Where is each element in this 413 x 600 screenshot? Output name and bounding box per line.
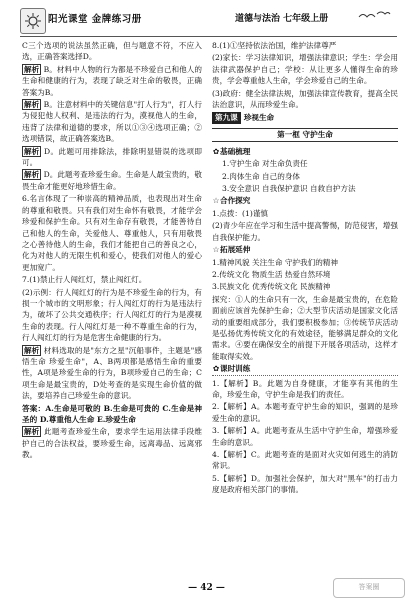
text-block: 3.民族文化 优秀传统文化 民族精神: [212, 282, 331, 292]
chapter-number: 第九课: [212, 112, 241, 123]
answer-text: D。此题可用排除法，排除明显错误的选项即可。: [22, 146, 202, 168]
answer-item: [22, 64, 202, 98]
answer-item: [22, 146, 202, 169]
analysis-tag: 解析: [24, 146, 40, 156]
left-column: [22, 40, 202, 462]
page-number-value: 42: [200, 583, 213, 593]
birds-icon: [357, 9, 391, 25]
text-block: 6.名言体现了一种崇高的精神品质，也表现出对生命的尊重和敬畏。只有我们对生命怀有敬畏，才能学会珍爱和保护生命。只有对生命存有敬畏，才能善待自己和他人的生命，关爱他人、尊重他人，只有用敬畏之心善待他人的生命，我们才能把自己的善良之心，化为对他人的无限生机和爱心，使我们对他人的爱心更加宽广。: [22, 194, 202, 272]
star-icon: ☆: [212, 196, 220, 206]
star-icon: ✿: [212, 364, 220, 374]
subject-title: 道德与法治 七年级上册: [235, 14, 329, 24]
text-block: 7.(1)禁止行人闯红灯，禁止闯红灯。: [22, 275, 147, 285]
section-heading: [212, 146, 398, 157]
text-block: (3)政府：健全法律法规，加强法律宣传教育，提高全民法治意识，从而珍爱生命。: [212, 88, 398, 110]
analysis-tag: 解析: [24, 170, 40, 180]
section-title: 基础梳理: [220, 146, 251, 156]
page-number: — 42 —: [188, 583, 225, 593]
page-header: [20, 6, 397, 37]
section-title: 课时训练: [220, 364, 251, 374]
answer-item: [22, 99, 202, 145]
answer-item: [22, 426, 202, 460]
sun-icon: [24, 12, 42, 30]
star-icon: ☆: [212, 245, 220, 255]
section-heading: [212, 244, 398, 255]
chapter-heading: [212, 112, 398, 123]
answer-text: D。此题考查珍爱生命。生命是人最宝贵的，敬畏生命才能更好地珍惜生命。: [22, 170, 202, 191]
section-heading: [212, 363, 398, 375]
text-block: 3.安全意识 自我保护意识 自救自护方法: [222, 184, 356, 194]
analysis-tag: 解析: [24, 64, 40, 74]
answer-summary: 答案：A.生命是可敬的 B.生命是可贵的 C.生命是神圣的 D.尊重他人生命 E.珍爱生命: [22, 403, 202, 424]
answer-item: [22, 169, 202, 192]
text-block: 8.(1)①坚持依法治国，维护法律尊严: [212, 41, 337, 50]
section-title: 合作探究: [220, 196, 251, 206]
text-block: C三个选项的说法虽然正确，但与题意不符，不应入选，正确答案选择D。: [22, 41, 202, 62]
answer-item: [22, 345, 202, 402]
text-block: 1.守护生命 对生命负责任: [222, 159, 308, 169]
answer-text: 此题考查珍爱生命，要求学生运用法律手段维护自己的合法权益，要珍爱生命，远离毒品、远离邪教。: [22, 427, 202, 460]
text-block: 5.【解析】D。加强社会保护，加大对"黑车"的打击力度是政府相关部门的事情。: [212, 473, 398, 495]
brand-title: 阳光课堂 金牌练习册: [48, 14, 142, 25]
text-block: 2.【解析】A。本题考查守护生命的知识，强调的是珍爱生命的意识。: [212, 402, 398, 423]
text-block: (2)青少年应在学习和生活中提高警惕，防范侵害，增强自我保护能力。: [212, 221, 398, 242]
analysis-tag: 解析: [24, 345, 40, 355]
text-block: 2.肉体生命 自己的身体: [222, 171, 301, 181]
right-column: [212, 40, 398, 497]
analysis-tag: 解析: [24, 100, 40, 110]
text-block: 1.精神风貌 关注生命 守护我们的精神: [212, 257, 338, 267]
text-block: 探究：①人的生命只有一次，生命是最宝贵的，在危险面前应该首先保护生命；②大型节庆活动是国家文化活动的重要组成部分，我们要积极参加；③传统节庆活动是弘扬优秀传统文化的有效途径，能够满足群众的文化需求。④要在确保安全的前提下开展各项活动，这样才能取得实效。: [212, 294, 398, 361]
text-block: 3.【解析】A。此题考查从生活中守护生命，增强珍爱生命的意识。: [212, 426, 398, 447]
section-title: 拓展延伸: [220, 245, 251, 255]
star-icon: ✿: [212, 146, 220, 156]
text-block: 2.传统文化 物质生活 热爱自然环境: [212, 269, 331, 279]
text-block: (2)家长：学习法律知识，增强法律意识；学生：学会用法律武器保护自己；学校：从让更多人懂得生命的珍贵，学会尊重他人生命，学会珍爱自己的生命。: [212, 53, 398, 86]
answer-text: B。材料中人物的行为都是不珍爱自己和他人的生命和健康的行为，表现了缺乏对生命的敬畏，正确答案为B。: [22, 64, 203, 97]
answer-text: 材料选取的是"东方之星"沉船事件，主题是"感悟生命 珍爱生命"，A、B两项都是感悟生命的重要性，A项是珍爱生命的行为，B项珍爱自己的生命；C项生命是最宝贵的，D处考查的是实现生命价值的做法，要培养自己珍爱生命的意识。: [22, 345, 202, 401]
text-block: 1.【解析】B。此题为自身健康，才能享有其他的生命，珍爱生命，守护生命是我们的责任。: [212, 378, 398, 399]
chapter-title: 珍视生命: [243, 113, 275, 123]
watermark: 答案圈: [333, 578, 405, 598]
section-heading: [212, 195, 398, 206]
analysis-tag: 解析: [24, 427, 40, 437]
brand-logo: [20, 8, 46, 34]
text-block: 4.【解析】C。此题考查的是面对火灾如何逃生的消防常识。: [212, 450, 398, 471]
text-block: (2)示例：行人闯红灯的行为是不珍爱生命的行为，有损一个城市的文明形象；行人闯红灯的行为是违法行为，破坏了公共交通秩序；行人闯红灯的行为是漠视生命的表现。行人闯红灯是一种不尊重生命的行为，行人闯红灯的行为是危害生命健康的行为。: [22, 287, 202, 343]
lesson-title: 第一框 守护生命: [212, 128, 398, 142]
text-block: 1.点拨：(1)谨慎: [212, 208, 268, 218]
answer-text: B。注意材料中的关键信息"打人行为"，打人行为侵犯他人权利、是违法的行为，漠视他人的生命，违背了法律和道德的要求，所以①③④选项正确；②选项错误，故正确答案选B。: [22, 100, 202, 144]
